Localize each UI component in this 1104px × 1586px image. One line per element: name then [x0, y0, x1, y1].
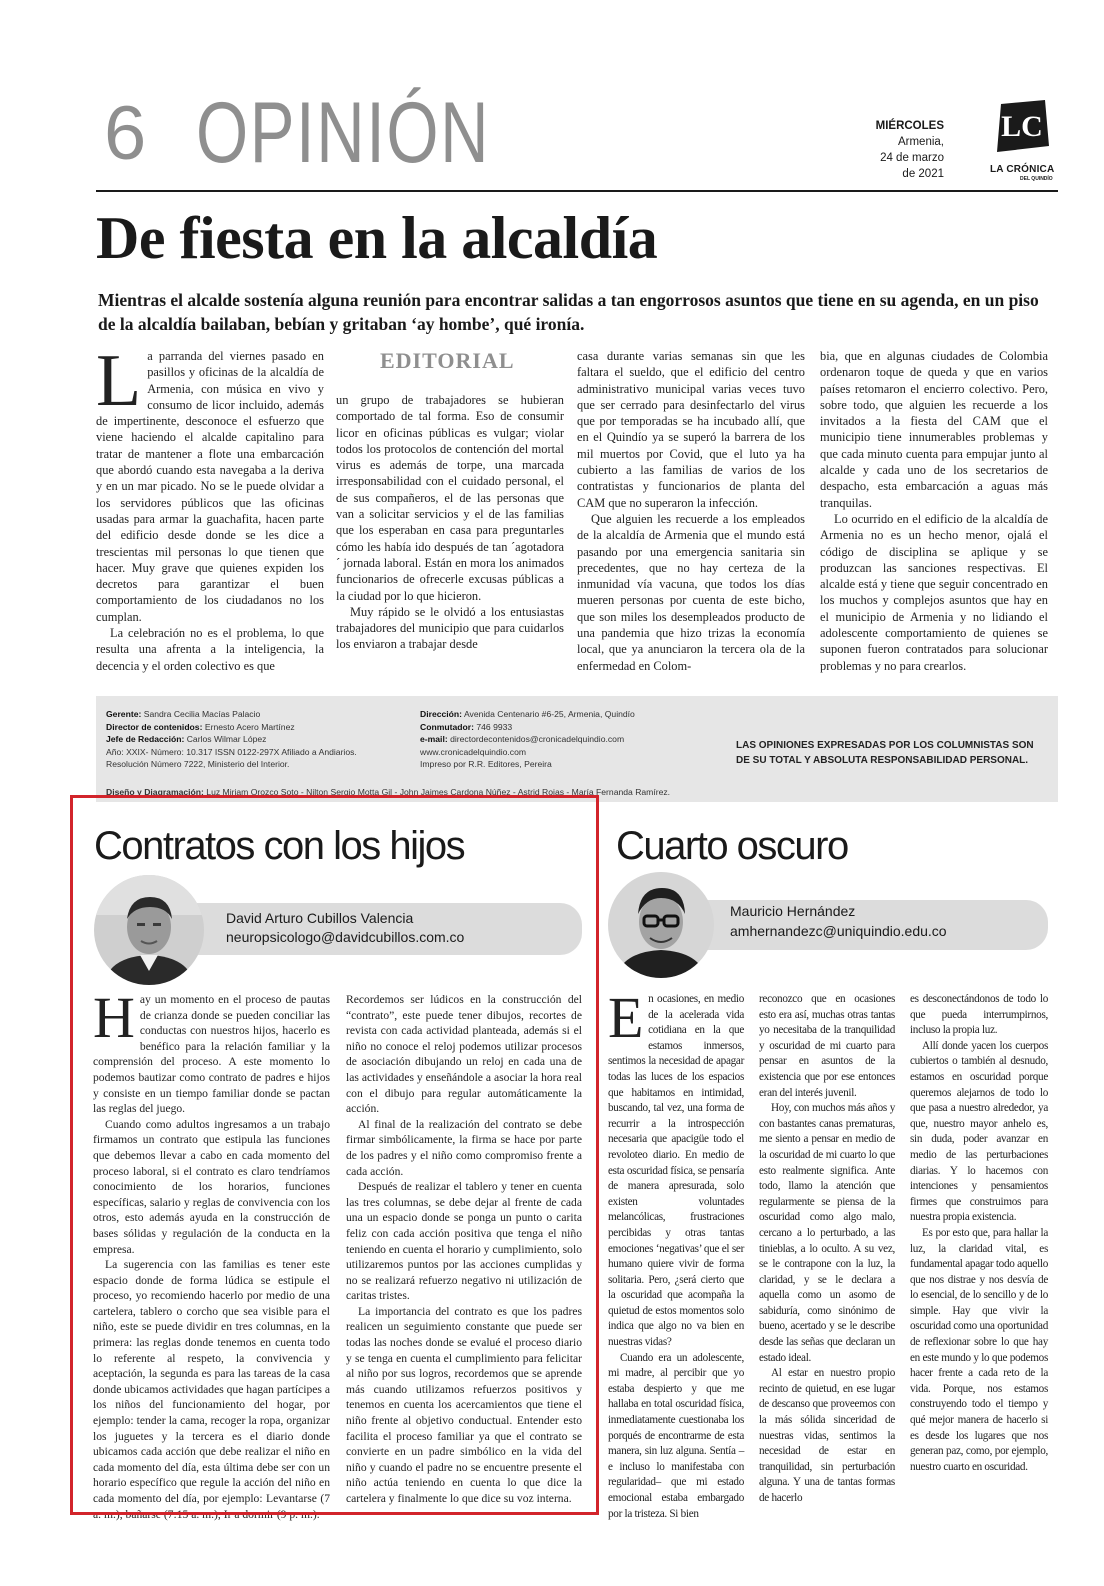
editorial-column-3	[577, 348, 805, 674]
editorial-title: De fiesta en la alcaldía	[96, 205, 658, 271]
disclaimer: LAS OPINIONES EXPRESADAS POR LOS COLUMNISTAS SON DE SU TOTAL Y ABSOLUTA RESPONSABILIDAD PERSONAL.	[736, 740, 1034, 766]
editorial-paragraph: bia, que en algunas ciudades de Colombia ordenaron toque de queda y que en varios países retomaron el encierro colectivo. Pero, sobre todo, que alguien les recuerde a los invitados a la fiesta del CAM que el municipio tiene innumerables problemas y que cada minuto cuenta para empujar junto al alcalde y cada uno de los secretarios de despacho, esta embarcación a aguas más tranquilas.	[820, 349, 1048, 510]
column-right-text-1	[608, 985, 744, 1522]
dateline	[876, 118, 944, 182]
column-left-dropcap: H	[93, 985, 135, 1050]
editorial-paragraph: a parranda del viernes pasado en pasillos y oficinas de la alcaldía de Armenia, con música en vivo y consumo de licor incluido, además de impertinente, desconoce el esfuerzo que viene haciendo el alcalde capitalino para tratar de mantener a flote una embarcación que abordó cuando esta navegaba a la deriva y en un mar picado. No se le puede olvidar a los servidores públicos que las oficinas usadas para armar la guachafita, hacen parte del edificio desde donde se les dice a trescientas mil personas lo que tienen que hacer. Muy grave que quienes expiden los decretos para garantizar el buen comportamiento de los ciudadanos no los cumplan.	[96, 349, 324, 624]
editorial-paragraph: casa durante varias semanas sin que les faltara el sueldo, que el edificio del centro administrativo municipal varias veces tuvo que ser cerrado para desinfectarlo del virus que por temporadas se ha incubado allí, que en el Quindío ya se superó la barrera de los mil muertos por Covid, que el luto ya ha cubierto a las familias de varios de los contratistas y funcionarios de planta del CAM que no superaron la infección.	[577, 349, 805, 510]
editorial-dropcap: L	[96, 340, 142, 422]
column-paragraph: Allí donde yacen los cuerpos cubiertos o también al desnudo, estamos en oscuridad porque queremos alejarnos de todo lo que pasa a nuestro alrededor, ya que, nuestro mayor anhelo es, sin duda, poder avanzar en medio de las perturbaciones diarias. Y lo hacemos con intenciones y pensamientos firmes que construimos para nuestra propia existencia.	[910, 1039, 1048, 1224]
svg-text:LC: LC	[1001, 110, 1043, 143]
author-photo-icon	[608, 872, 714, 978]
dateline-city: Armenia,	[897, 136, 944, 148]
editorial-paragraph: La celebración no es el problema, lo que resulta una afrenta a la inteligencia, la decencia y el orden colectivo es que	[96, 626, 324, 673]
column-left-author: David Arturo Cubillos Valencia	[226, 910, 414, 926]
column-left-title: Contratos con los hijos	[94, 824, 465, 868]
editorial-label: EDITORIAL	[380, 348, 515, 373]
section-number: 6	[104, 91, 148, 176]
column-right-dropcap: E	[608, 985, 644, 1050]
column-paragraph: es desconectándonos de todo lo que pueda interrumpirnos, incluso la propia luz.	[910, 993, 1048, 1037]
column-right-text-3	[910, 992, 1048, 1475]
logo-subtitle: DEL QUINDÍO	[1020, 176, 1053, 182]
column-paragraph: n ocasiones, en medio de la acelerada vida cotidiana en la que estamos inmersos, sentimos la necesidad de apagar todas las luces de los espacios que habitamos en intimidad, buscando, tal vez, una forma de recurrir a la introspección necesaria que apacigüe todo el revoloteo diario. En medio de esta oscuridad física, se pensaría de manera apresurada, solo existen voluntades melancólicas, frustraciones percibidas y otras tantas emociones ‘negativas’ que el ser humano quiere vivir de forma solitaria. Pero, ¿será cierto que la oscuridad que acompaña la quietud de estos momentos solo indica que algo no va bien en nuestras vidas?	[608, 993, 744, 1349]
dateline-date-2: de 2021	[902, 168, 944, 180]
column-paragraph: Cuando como adultos ingresamos a un trabajo firmamos un contrato que estipula las funciones que debemos llevar a cabo en cada momento del proceso laboral, si el contrato es claro tendríamos conocimiento de los horarios, funciones específicas, salario y reglas de convivencia con los otros, esto además ayuda en la construcción de bases sólidas y regulación de la conducta en la empresa.	[93, 1117, 330, 1256]
column-right-avatar	[608, 872, 714, 978]
editorial-column-4	[820, 348, 1048, 674]
newspaper-logo-icon	[993, 98, 1051, 154]
column-paragraph: La importancia del contrato es que los padres realicen un seguimiento constante que puede ser todas las noches donde se evalué el proceso diario y se tenga en cuenta el cumplimiento para felicitar al niño por sus logros, recordemos que se aprende más cuando utilizamos refuerzos positivos y tenemos en cuenta los acercamientos que tiene el niño frente al objetivo conductual. Entender esto facilita el proceso familiar ya que el contrato se convierte en un padre simbólico en la vida del niño y cuando el padre no se encuentre presente el niño actúa teniendo en cuenta lo que dice la cartelera y finalmente lo que dice su voz interna.	[346, 1304, 582, 1505]
column-paragraph: Al estar en nuestro propio recinto de quietud, en ese lugar de descanso que proveemos con la más sólida sinceridad de nuestras vidas, sentimos la necesidad de estar en tranquilidad, sin perturbación alguna. Y una de tantas formas de hacerlo	[759, 1367, 895, 1504]
logo-name: LA CRÓNICA	[990, 164, 1055, 175]
column-paragraph: Cuando era un adolescente, mi madre, al percibir que yo estaba despierto y que me hallaba en total oscuridad física, inmediatamente cuestionaba los porqués de encontrarme de esta manera, sin luz alguna. Sentía –e incluso lo manifestaba con regularidad– que mi estado emocional estaba embargado por la tristeza. Si bien	[608, 1351, 744, 1520]
column-paragraph: Al final de la realización del contrato se debe firmar simbólicamente, la firma se hace por parte de los padres y el niño como compromiso frente a cada acción.	[346, 1117, 582, 1178]
editorial-paragraph: Que alguien les recuerde a los empleados de la alcaldía de Armenia que el mundo está pasando por una emergencia sanitaria sin precedentes, que no hay certeza de la inmunidad vía vacuna, que todos los días mueren personas por cuenta de este bicho, que son miles los desempleados producto de una pandemia que hizo trizas la economía local, que ya anunciaron la tercera ola de la enfermedad en Colom-	[577, 511, 805, 673]
header-rule	[96, 190, 1058, 192]
column-paragraph: La sugerencia con las familias es tener este espacio donde de forma lúdica se estipule el proceso, yo recomiendo hacerlo por medio de una cartelera, tablero o corcho que sea visible para el niño, este se puede dividir en tres columnas, en la primera: las reglas donde tenemos en cuenta todo lo referente al respeto, la convivencia y aceptación, la segunda es para las tareas de la casa donde ubicamos actividades que hagan partícipes a los niños del funcionamiento del hogar, por ejemplo: tender la cama, recoger la ropa, organizar los juguetes y la tercera es el diario donde ubicamos cada acción que debe realizar el niño en cada momento del día, esta última debe ser con un horario específico que regule la acción del niño en cada momento del día, por ejemplo: Levantarse (7 a. m.), bañarse (7:15 a. m.), Ir a dormir (9 p. m.).	[93, 1258, 330, 1521]
column-right-text-2	[759, 992, 895, 1507]
column-right-email[interactable]: amhernandezc@uniquindio.edu.co	[730, 923, 947, 939]
column-right-author: Mauricio Hernández	[730, 903, 856, 919]
section-name: OPINIÓN	[196, 85, 491, 181]
column-paragraph: reconozco que en ocasiones esto era así, muchas otras tantas yo necesitaba de la tranquilidad y oscuridad de mi cuarto para pensar en asuntos de la existencia que por ese entonces eran del interés juvenil.	[759, 993, 895, 1099]
column-paragraph: Recordemos ser lúdicos en la construcción del “contrato”, este puede tener dibujos, recortes de revista con cada actividad planteada, además si el niño no conoce el reloj podemos utilizar procesos de asociación dibujando un reloj en cada una de las actividades y enseñándole a asociar la hora real con el dibujo para regular automáticamente la acción.	[346, 993, 582, 1116]
credits-email-link[interactable]: directordecontenidos@cronicadelquindio.com	[450, 734, 625, 745]
column-paragraph: Hoy, con muchos más años y con bastantes canas prematuras, me siento a pensar en medio de la oscuridad de mi cuarto lo que esto realmente significa. Ante todo, llamo la atención que regularmente se piensa de la oscuridad como algo malo, cercano a lo perturbado, a las tinieblas, a lo oculto. A su vez, se le contrapone con la luz, la claridad, y se le declara a aquella como un asomo de sabiduría, como sinónimo de bueno, acertado y se le describe desde las señas que declaran un estado ideal.	[759, 1102, 895, 1364]
column-paragraph: ay un momento en el proceso de pautas de crianza donde se pueden conciliar las conductas con nuestros hijos, hacerlo es benéfico para la relación familiar y la comprensión del proceso. A este momento lo podemos bautizar como contrato de padres e hijos y consiste en un tiempo familiar donde se pactan las reglas del juego.	[93, 993, 330, 1116]
highlight-frame	[70, 795, 599, 1515]
editorial-paragraph: Muy rápido se le olvidó a los entusiastas trabajadores del municipio que para cuidarlos los enviaron a trabajar desde	[336, 604, 564, 652]
editorial-lead: Mientras el alcalde sostenía alguna reunión para encontrar salidas a tan engorrosos asuntos que tiene en su agenda, en un piso de la alcaldía bailaban, bebían y gritaban ‘ay hombe’, qué ironía.	[98, 290, 1039, 334]
column-left-email[interactable]: neuropsicologo@davidcubillos.com.co	[226, 929, 465, 945]
column-paragraph: Después de realizar el tablero y tener en cuenta las tres columnas, se debe dejar al frente de cada una un espacio donde se ponga un punto o carita feliz con cada acción positiva que tenga el niño teniendo en cuenta el horario y cumplimiento, solo utilizaremos puntos por las acciones cumplidas y no se realizará refuerzo negativo ni utilización de caritas tristes.	[346, 1180, 582, 1303]
editorial-paragraph: un grupo de trabajadores se hubieran comportado de tal forma. Eso de consumir licor en oficinas públicas es vulgar; violar todos los protocolos de contención del mortal virus es además de torpe, una marcada irresponsabilidad con el cuidado personal, el de sus compañeros, el de las personas que van a solicitar servicios y el de las familias que los esperaban en casa para preguntarles cómo les había ido después de tan ´agotadora´ jornada laboral. Están en mora los animados funcionarios de ofrecerle excusas públicas a la ciudad por lo que hicieron.	[336, 393, 564, 603]
credits-website-link[interactable]: www.cronicadelquindio.com	[420, 746, 527, 757]
dateline-weekday: MIÉRCOLES	[875, 120, 944, 132]
credits-staff: Gerente: Sandra Cecilia Macías Palacio Director de contenidos: Ernesto Acero Martínez Jefe de Redacción: Carlos Wilmar López Año: XXIX- Número: 10.317 ISSN 0122-297X Afiliado a Andiarios. Resolución Número 7222, Ministerio del Interior.	[106, 709, 357, 770]
editorial-column-1	[96, 340, 324, 674]
design-credits: Diseño y Diagramación: Luz Miriam Orozco Soto - Nilton Sergio Motta Gil - John Jaimes Cardona Núñez - Astrid Rojas - María Fernanda Ramírez.	[106, 787, 671, 797]
editorial-paragraph: Lo ocurrido en el edificio de la alcaldía de Armenia no es un hecho menor, ojalá el código de disciplina se aplique y se produzcan las sanciones respectivas. El alcalde está y tiene que seguir concentrado en los muchos y complejos asuntos que hay en el municipio de Armenia y no lidiando el adolescente comportamiento de quienes se suponen fueron contratados para solucionar problemas y no para crearlos.	[820, 511, 1048, 673]
column-right-title: Cuarto oscuro	[616, 824, 848, 868]
dateline-date-1: 24 de marzo	[880, 152, 944, 164]
editorial-column-2	[336, 392, 564, 653]
column-paragraph: Es por esto que, para hallar la luz, la claridad vital, es fundamental apagar todo aquello que nos distrae y nos desvía de lo esencial, de lo sencillo y de lo simple. Hay que vivir la oscuridad como una oportunidad de reflexionar sobre lo que hay en este mundo y lo que podemos hacer frente a cada reto de la vida. Porque, nos estamos construyendo todo el tiempo y qué mejor manera de hacerlo si es desde los lugares que nos generan paz, como, por ejemplo, nuestro cuarto en oscuridad.	[910, 1226, 1048, 1473]
credits-contact: Dirección: Avenida Centenario #6-25, Armenia, Quindío Conmutador: 746 9933 e-mail: directordecontenidos@cronicadelquindio.com www.cronicadelquindio.com Impreso por R.R. Editores, Pereira	[420, 709, 635, 770]
